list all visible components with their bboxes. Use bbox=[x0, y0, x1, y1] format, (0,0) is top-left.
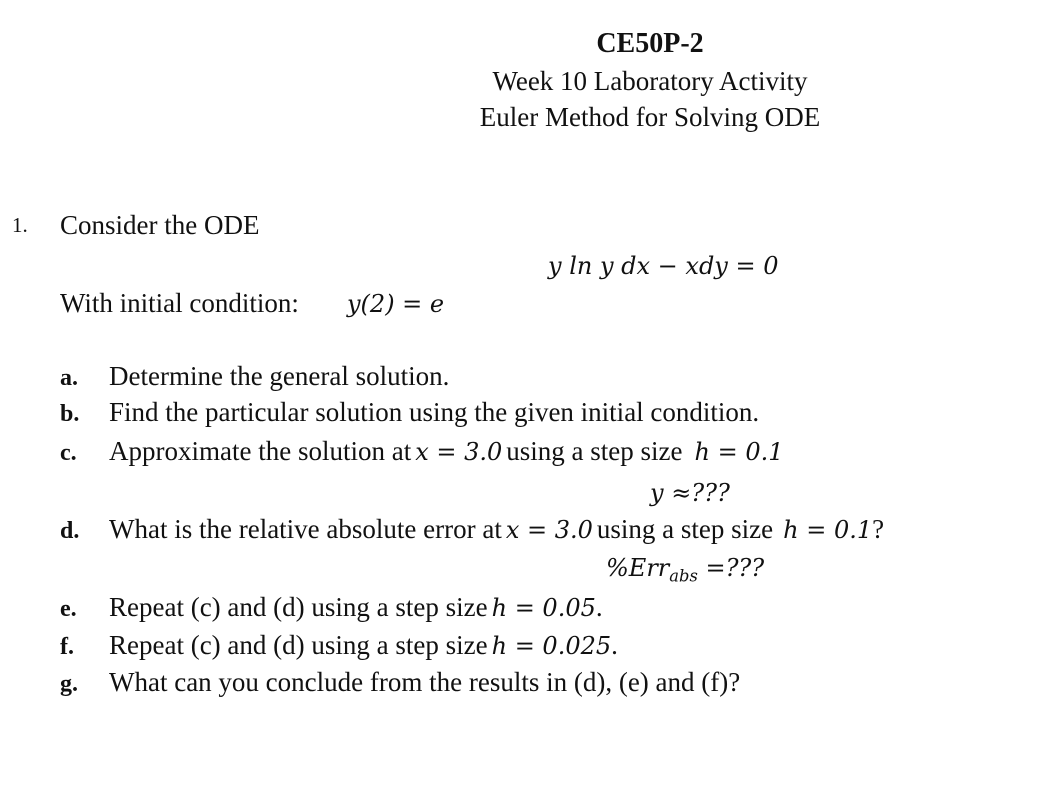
item-a-text: Determine the general solution. bbox=[109, 361, 450, 391]
topic-title: Euler Method for Solving ODE bbox=[479, 102, 821, 132]
answer-d bbox=[606, 556, 764, 585]
item-c-label: c. bbox=[60, 440, 77, 466]
item-d-text-before: What is the relative absolute error at bbox=[109, 514, 502, 544]
item-f-text-after: . bbox=[611, 630, 618, 660]
item-e-text-before: Repeat (c) and (d) using a step size bbox=[109, 592, 488, 622]
item-f-text-before: Repeat (c) and (d) using a step size bbox=[109, 630, 488, 660]
item-b-text: Find the particular solution using the given initial condition. bbox=[109, 397, 760, 427]
answer-d-prefix: %Err bbox=[606, 554, 670, 582]
item-e-step-size: h = 0.05 bbox=[491, 594, 596, 622]
item-e-line bbox=[109, 594, 603, 621]
ode-equation: y ln y dx − xdy = 0 bbox=[548, 252, 779, 280]
item-c-step-size: h = 0.1 bbox=[694, 438, 784, 466]
item-g-text: What can you conclude from the results in (d), (e) and (f)? bbox=[109, 667, 741, 697]
item-d-step-size: h = 0.1 bbox=[783, 516, 873, 544]
item-c-x-value: x = 3.0 bbox=[415, 438, 503, 466]
item-d-line bbox=[109, 516, 884, 543]
item-c-line bbox=[109, 438, 784, 465]
item-e-label: e. bbox=[60, 596, 77, 622]
item-a-label: a. bbox=[60, 365, 78, 391]
item-c-text-mid: using a step size bbox=[506, 436, 683, 466]
answer-d-subscript: abs bbox=[669, 566, 698, 586]
answer-c: y ≈??? bbox=[650, 479, 730, 507]
week-title: Week 10 Laboratory Activity bbox=[492, 66, 808, 96]
item-e-text-after: . bbox=[595, 592, 603, 622]
item-d-label: d. bbox=[60, 518, 80, 544]
item-d-text-after: ? bbox=[872, 514, 885, 544]
item-f-label: f. bbox=[60, 634, 74, 660]
initial-condition-value: y(2) = e bbox=[347, 290, 445, 318]
initial-condition-label: With initial condition: bbox=[60, 288, 299, 318]
item-f-line bbox=[109, 632, 618, 659]
problem-intro: Consider the ODE bbox=[60, 210, 260, 240]
answer-d-suffix: =??? bbox=[697, 554, 765, 582]
item-c-text-before: Approximate the solution at bbox=[109, 436, 412, 466]
item-d-text-mid: using a step size bbox=[596, 514, 774, 544]
item-b-label: b. bbox=[60, 401, 80, 427]
item-d-x-value: x = 3.0 bbox=[505, 516, 593, 544]
course-code: CE50P-2 bbox=[596, 28, 704, 59]
item-f-step-size: h = 0.025 bbox=[491, 632, 612, 660]
item-g-label: g. bbox=[60, 671, 78, 697]
problem-number: 1. bbox=[12, 213, 28, 237]
